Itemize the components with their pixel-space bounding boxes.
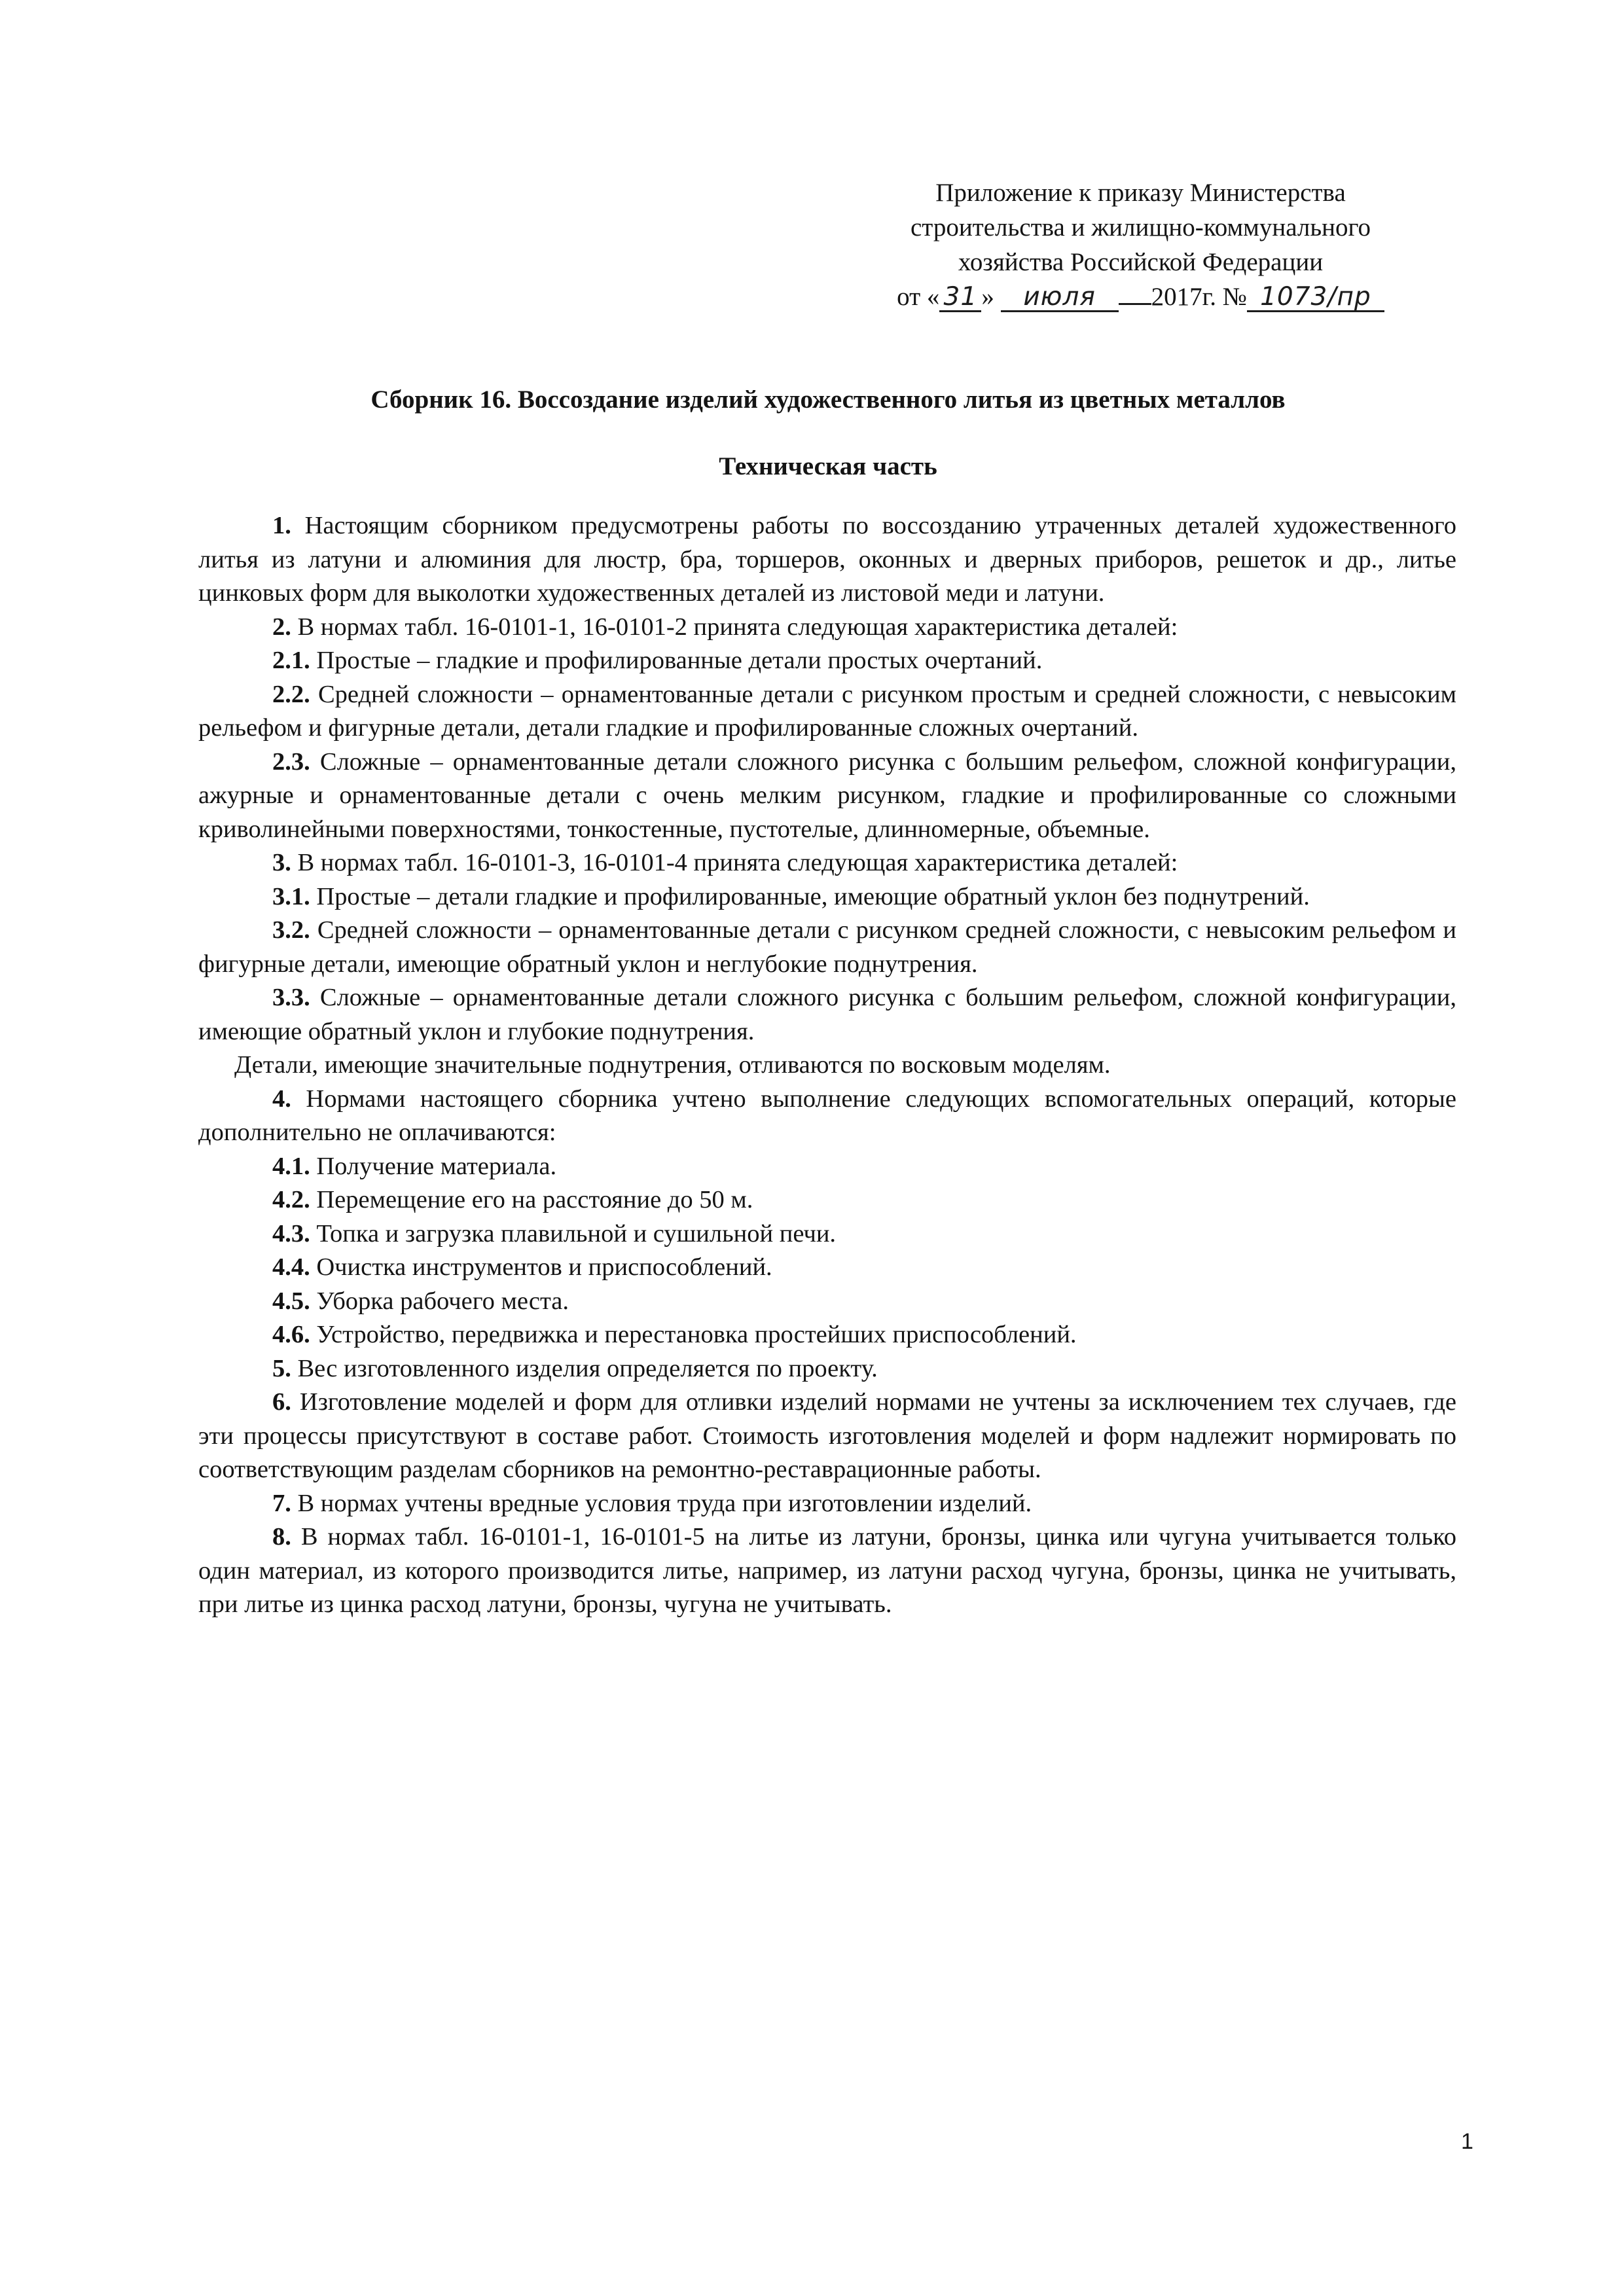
document-body — [198, 509, 1456, 1622]
paragraph-number: 2.2. — [272, 680, 310, 708]
handwritten-day: 31 — [939, 284, 981, 312]
paragraph — [198, 1318, 1456, 1352]
document-title: Сборник 16. Воссоздание изделий художественного литья из цветных металлов — [370, 386, 1286, 414]
paragraph — [198, 1251, 1456, 1285]
paragraph-text: В нормах табл. 16-0101-3, 16-0101-4 принята следующая характеристика деталей: — [291, 849, 1178, 876]
paragraph-text: Нормами настоящего сборника учтено выполнение следующих вспомогательных операций, которые дополнительно не оплачиваются: — [198, 1085, 1456, 1146]
paragraph-number: 5. — [272, 1354, 291, 1382]
paragraph — [198, 1217, 1456, 1251]
paragraph — [198, 1150, 1456, 1184]
paragraph-text: Средней сложности – орнаментованные детали с рисунком средней сложности, с невысоким рельефом и фигурные детали, имеющие обратный уклон и неглубокие поднутрения. — [198, 916, 1456, 978]
paragraph-text: Перемещение его на расстояние до 50 м. — [310, 1186, 753, 1213]
paragraph-text: Простые – детали гладкие и профилированные, имеющие обратный уклон без поднутрений. — [310, 882, 1310, 910]
paragraph-number: 3.2. — [272, 916, 310, 944]
paragraph-number: 2.1. — [272, 647, 310, 674]
paragraph — [198, 509, 1456, 611]
paragraph-text: Сложные – орнаментованные детали сложного рисунка с большим рельефом, сложной конфигурации, ажурные и орнаментованные детали с очень мелким рисунком, гладкие и профилированные со сложными криволинейными поверхностями, тонкостенные, пустотелые, длинномерные, объемные. — [198, 747, 1456, 843]
paragraph-text: Уборка рабочего места. — [310, 1287, 569, 1315]
handwritten-month: июля — [1001, 284, 1119, 312]
paragraph-text: В нормах табл. 16-0101-1, 16-0101-5 на литье из латуни, бронзы, цинка или чугуна учитывается только один материал, из которого производится литье, например, из латуни расход чугуна, бронзы, цинка не учитывать, при литье из цинка расход латуни, бронзы, чугуна не учитывать. — [198, 1523, 1456, 1618]
paragraph-number: 8. — [272, 1523, 291, 1551]
paragraph — [198, 1352, 1456, 1386]
paragraph — [198, 981, 1456, 1049]
paragraph-text: Простые – гладкие и профилированные детали простых очертаний. — [310, 647, 1043, 674]
section-subtitle: Техническая часть — [719, 452, 937, 480]
paragraph — [198, 1487, 1456, 1521]
date-quote-close: » — [981, 283, 994, 311]
handwritten-order-number: 1073/пр — [1247, 284, 1384, 312]
paragraph — [198, 611, 1456, 645]
appendix-line-1: Приложение к приказу Министерства — [935, 179, 1346, 207]
paragraph-number: 4. — [272, 1085, 291, 1113]
date-blank-line — [1119, 303, 1151, 305]
paragraph-text: В нормах табл. 16-0101-1, 16-0101-2 принята следующая характеристика деталей: — [291, 613, 1178, 641]
paragraph — [198, 1049, 1456, 1083]
paragraph-number: 2.3. — [272, 747, 310, 776]
paragraph-number: 2. — [272, 613, 291, 641]
paragraph-text: Детали, имеющие значительные поднутрения, отливаются по восковым моделям. — [234, 1051, 1111, 1079]
paragraph — [198, 1285, 1456, 1319]
date-year: 2017г. № — [1151, 283, 1247, 311]
appendix-line-2: строительства и жилищно-коммунального — [910, 213, 1371, 242]
paragraph — [198, 745, 1456, 847]
paragraph — [198, 846, 1456, 880]
paragraph-text: Устройство, передвижка и перестановка простейших приспособлений. — [310, 1321, 1077, 1348]
paragraph-text: Очистка инструментов и приспособлений. — [310, 1253, 772, 1281]
paragraph-number: 4.5. — [272, 1287, 310, 1315]
paragraph-number: 7. — [272, 1489, 291, 1517]
paragraph — [198, 1520, 1456, 1622]
paragraph — [198, 1386, 1456, 1487]
order-date-line — [785, 279, 1496, 314]
paragraph-number: 1. — [272, 512, 291, 539]
paragraph — [198, 880, 1456, 914]
paragraph — [198, 678, 1456, 745]
paragraph-number: 3. — [272, 849, 291, 876]
paragraph-number: 6. — [272, 1388, 291, 1416]
paragraph — [198, 644, 1456, 678]
paragraph-number: 4.1. — [272, 1152, 310, 1180]
paragraph-number: 4.3. — [272, 1219, 310, 1247]
paragraph — [198, 914, 1456, 981]
appendix-header — [785, 175, 1496, 314]
paragraph — [198, 1183, 1456, 1217]
paragraph-text: Сложные – орнаментованные детали сложного рисунка с большим рельефом, сложной конфигурации, имеющие обратный уклон и глубокие поднутрения. — [198, 984, 1456, 1045]
paragraph-number: 4.6. — [272, 1321, 310, 1348]
paragraph-text: Получение материала. — [310, 1152, 557, 1180]
paragraph-text: Вес изготовленного изделия определяется по проекту. — [291, 1354, 878, 1382]
paragraph-text: Топка и загрузка плавильной и сушильной печи. — [310, 1219, 837, 1247]
paragraph-number: 3.1. — [272, 882, 310, 910]
page-number: 1 — [1461, 2129, 1473, 2154]
paragraph — [198, 1083, 1456, 1150]
paragraph-text: Настоящим сборником предусмотрены работы по воссозданию утраченных деталей художественного литья из латуни и алюминия для люстр, бра, торшеров, оконных и дверных приборов, решеток и др., литье цинковых форм для выколотки художественных деталей из листовой меди и латуни. — [198, 512, 1456, 607]
paragraph-text: В нормах учтены вредные условия труда при изготовлении изделий. — [291, 1489, 1032, 1517]
appendix-line-3: хозяйства Российской Федерации — [958, 248, 1324, 276]
paragraph-text: Изготовление моделей и форм для отливки изделий нормами не учтены за исключением тех случаев, где эти процессы присутствуют в составе работ. Стоимость изготовления моделей и форм надлежит нормировать по соответствующим разделам сборников на ремонтно-реставрационные работы. — [198, 1388, 1456, 1483]
date-prefix: от « — [897, 283, 940, 311]
paragraph-text: Средней сложности – орнаментованные детали с рисунком простым и средней сложности, с невысоким рельефом и фигурные детали, детали гладкие и профилированные сложных очертаний. — [198, 680, 1456, 742]
paragraph-number: 3.3. — [272, 984, 310, 1011]
paragraph-number: 4.4. — [272, 1253, 310, 1281]
paragraph-number: 4.2. — [272, 1186, 310, 1213]
